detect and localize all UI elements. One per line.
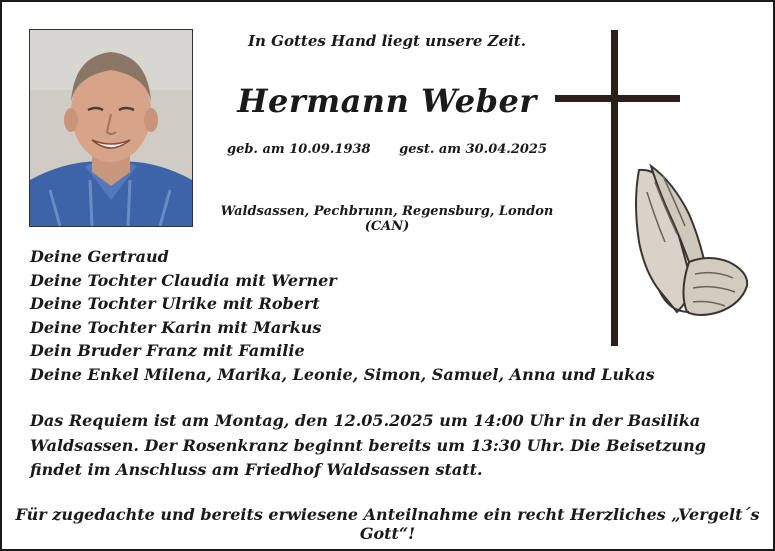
family-line: Deine Tochter Karin mit Markus <box>30 317 322 337</box>
birth-date: geb. am 10.09.1938 <box>226 142 371 157</box>
life-dates <box>202 142 572 157</box>
places: Waldsassen, Pechbrunn, Regensburg, London (CAN) <box>220 204 554 234</box>
death-date: gest. am 30.04.2025 <box>399 142 547 157</box>
praying-hands-icon <box>629 162 753 324</box>
thanks-text: Für zugedachte und bereits erwiesene Anteilnahme ein recht Herzliches „Vergelt´s Gott“! <box>15 505 760 543</box>
portrait-photo <box>29 29 193 227</box>
family-line: Deine Tochter Ulrike mit Robert <box>30 294 320 313</box>
family-line: Deine Gertraud <box>30 247 169 266</box>
motto: In Gottes Hand liegt unsere Zeit. <box>248 32 526 50</box>
deceased-name: Hermann Weber <box>237 82 537 120</box>
family-line: Dein Bruder Franz mit Familie <box>30 341 305 360</box>
family-line: Deine Enkel Milena, Marika, Leonie, Simon, Samuel, Anna und Lukas <box>30 364 655 384</box>
requiem-text: Das Requiem ist am Montag, den 12.05.2025 um 14:00 Uhr in der Basilika Waldsassen. Der Rosenkranz beginnt bereits um 13:30 Uhr. Die Beisetzung findet im Anschluss am Friedhof Waldsassen statt. <box>30 411 706 479</box>
family-line: Deine Tochter Claudia mit Werner <box>30 270 337 290</box>
